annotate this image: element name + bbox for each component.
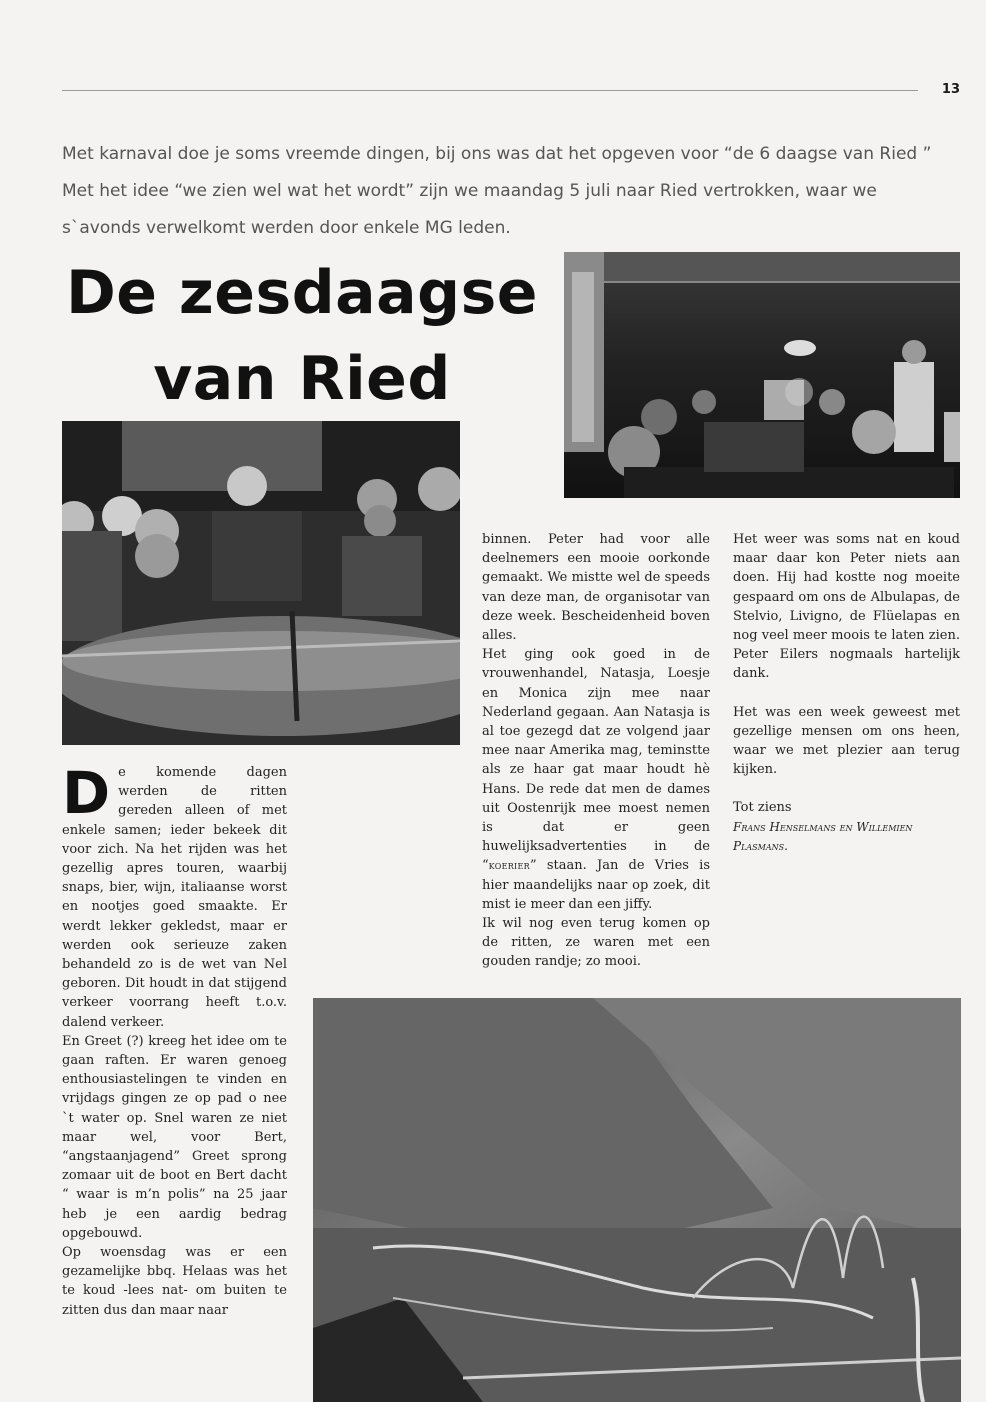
intro-line: s`avonds verwelkomt werden door enkele MG leden. xyxy=(62,218,511,238)
article-title xyxy=(62,250,542,422)
magazine-name: koerier xyxy=(488,859,530,873)
paragraph: binnen. Peter had voor alle deelnemers een mooie oorkonde gemaakt. We mistte wel de speeds van deze man, de organisotar van deze week. Bescheidenheid boven alles. xyxy=(482,532,710,644)
intro-line: Met karnaval doe je soms vreemde dingen, bij ons was dat het opgeven voor “de 6 daagse van Ried ” xyxy=(62,144,932,164)
intro-line: Met het idee “we zien wel wat het wordt” zijn we maandag 5 juli naar Ried vertrokken, waar we xyxy=(62,181,877,201)
dinner-photo xyxy=(564,252,960,498)
title-line: De zesdaagse xyxy=(66,258,538,328)
page-number: 13 xyxy=(941,82,960,97)
paragraph: Ik wil nog even terug komen op de ritten, ze waren met een gouden randje; zo mooi. xyxy=(482,916,710,970)
intro-text xyxy=(62,136,952,247)
text-run: ” staan. Jan de Vries is hier maandelijks naar op zoek, dit mist ie meer dan een jiffy. xyxy=(482,858,710,912)
mountain-pass-photo xyxy=(313,998,961,1402)
signature: Frans Henselmans en Willemien Plasmans. xyxy=(733,819,913,853)
column-2 xyxy=(482,530,710,972)
paragraph: e komende dagen werden de ritten gereden alleen of met enkele samen; ieder bekeek dit voor zich. Na het rijden was het gezellig apres touren, waarbij snaps, bier, wijn, italiaanse worst en nootjes goed smaakte. Er werdt lekker gekledst, maar er werden ook serieuze zaken behandeld zo is de wet van Nel geboren. Dit houdt in dat stijgend verkeer voorrang heeft t.o.v. dalend verkeer. xyxy=(62,765,287,1030)
text-run: Het ging ook goed in de vrouwenhandel, Natasja, Loesje en Monica zijn mee naar Nederland gegaan. Aan Natasja is al toe gezegd dat ze volgend jaar mee naar Amerika mag, teminstte als ze haar gat maar houdt hè Hans. De rede dat men de dames uit Oostenrijk mee moest nemen is dat er geen huwelijksadvertenties in de “ xyxy=(482,647,710,874)
paragraph: Op woensdag was er een gezamelijke bbq. Helaas was het te koud -lees nat- om buiten te zitten dus dan maar naar xyxy=(62,1245,287,1318)
column-1 xyxy=(62,759,287,1320)
header-rule xyxy=(62,90,918,91)
paragraph: Het weer was soms nat en koud maar daar kon Peter niets aan doen. Hij had kostte nog moeite gespaard om ons de Albulapas, de Stelvio, Livigno, de Flüelapas en nog veel meer moois te laten zien. Peter Eilers nogmaals hartelijk dank. xyxy=(733,532,960,682)
closing: Tot ziens xyxy=(733,800,792,816)
paragraph xyxy=(482,645,710,914)
title-line: van Ried xyxy=(153,344,451,414)
column-3 xyxy=(733,530,960,856)
rafting-photo xyxy=(62,421,460,745)
drop-cap: D xyxy=(62,759,111,827)
paragraph: Het was een week geweest met gezellige mensen om ons heen, waar we met plezier aan terug kijken. xyxy=(733,704,960,778)
paragraph: En Greet (?) kreeg het idee om te gaan raften. Er waren genoeg enthousiastelingen te vinden en vrijdags gingen ze op pad o nee `t water op. Snel waren ze niet maar wel, voor Bert, “angstaanjagend” Greet sprong zomaar uit de boot en Bert dacht “ waar is m’n polis” na 25 jaar heb je een aardig bedrag opgebouwd. xyxy=(62,1033,287,1241)
